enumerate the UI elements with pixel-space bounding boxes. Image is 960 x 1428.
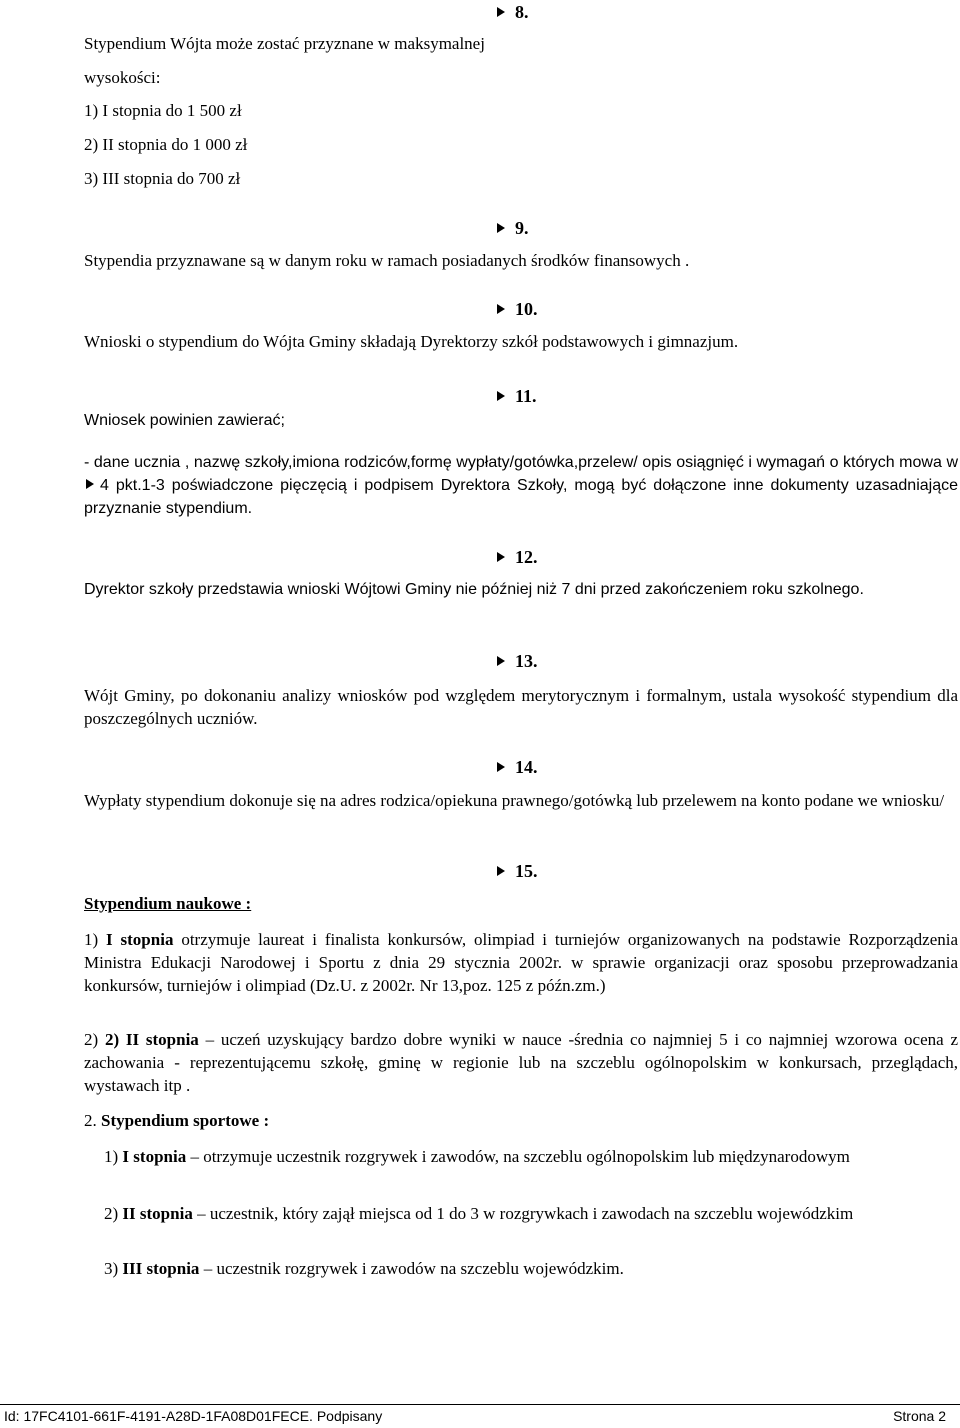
triangle-bullet-icon [497,304,505,314]
section-number-9: 9. [497,218,529,239]
section-number-10: 10. [497,299,538,320]
scholarship-naukowe-heading: Stypendium naukowe : [84,894,252,913]
footer-divider [0,1404,960,1405]
naukowe-item-1: 1) I stopnia otrzymuje laureat i finalista konkursów, olimpiad i turniejów organizowanych na podstawie Rozporządzenia Ministra Edukacji Narodowej i Sportu z dnia 29 stycznia 2002r. w sprawie organizacji oraz sposobu przeprowadzania konkursów, turniejów i olimpiad (Dz.U. z 2002r. Nr 13,poz. 125 z późn.zm.) [84,930,959,995]
triangle-bullet-icon [497,656,505,666]
section-number-15: 15. [497,861,538,882]
sportowe-item-1: 1) I stopnia – otrzymuje uczestnik rozgrywek i zawodów, na szczeblu ogólnopolskim lub międzynarodowym [104,1147,850,1166]
triangle-bullet-icon [497,552,505,562]
sportowe-item-3: 3) III stopnia – uczestnik rozgrywek i zawodów na szczeblu wojewódzkim. [104,1259,624,1278]
triangle-bullet-icon [86,479,94,489]
triangle-bullet-icon [497,762,505,772]
p11-intro: Wniosek powinien zawierać; [84,412,285,429]
p11-body: - dane ucznia , nazwę szkoły,imiona rodziców,formę wypłaty/gotówka,przelew/ opis osiągnięć i wymagań o których mowa w 4 pkt.1-3 poświadczone pięczęcią i podpisem Dyrektora Szkoły, mogą być dołączone inne dokumenty uzasadniające przyznanie stypendium. [84,454,958,517]
p8-item3: 3) III stopnia do 700 zł [84,169,241,188]
triangle-bullet-icon [497,7,505,17]
footer-document-id: Id: 17FC4101-661F-4191-A28D-1FA08D01FECE. Podpisany [4,1408,383,1424]
triangle-bullet-icon [497,866,505,876]
p12-text: Dyrektor szkoły przedstawia wnioski Wójtowi Gminy nie później niż 7 dni przed zakończeniem roku szkolnego. [84,581,864,598]
p8-item1: 1) I stopnia do 1 500 zł [84,101,242,120]
section-number-13: 13. [497,651,538,672]
triangle-bullet-icon [497,223,505,233]
scholarship-sportowe-heading: 2. Stypendium sportowe : [84,1111,270,1130]
section-number-11: 11. [497,386,537,407]
section-number-14: 14. [497,757,538,778]
p10-text: Wnioski o stypendium do Wójta Gminy składają Dyrektorzy szkół podstawowych i gimnazjum. [84,332,739,351]
p9-text: Stypendia przyznawane są w danym roku w ramach posiadanych środków finansowych . [84,251,690,270]
p8-item2: 2) II stopnia do 1 000 zł [84,135,248,154]
p8-line2: wysokości: [84,68,161,87]
section-number-8: 8. [497,2,529,23]
naukowe-item-2: 2) 2) II stopnia – uczeń uzyskujący bardzo dobre wyniki w nauce -średnia co najmniej 5 i co najmniej wzorowa ocena z zachowania - reprezentującemu szkołę, gminę w regionie lub na szczeblu ogólnopolskim w konkursach, przeglądach, wystawach itp . [84,1030,958,1095]
footer-page-number: Strona 2 [893,1408,946,1424]
triangle-bullet-icon [497,391,505,401]
p8-line1: Stypendium Wójta może zostać przyznane w maksymalnej [84,34,485,53]
p13-text: Wójt Gminy, po dokonaniu analizy wniosków pod względem merytorycznym i formalnym, ustala wysokość stypendium dla poszczególnych uczniów. [84,686,958,728]
p14-text: Wypłaty stypendium dokonuje się na adres rodzica/opiekuna prawnego/gotówką lub przelewem na konto podane we wniosku/ [84,791,945,810]
sportowe-item-2: 2) II stopnia – uczestnik, który zajął miejsca od 1 do 3 w rozgrywkach i zawodach na szczeblu wojewódzkim [104,1204,854,1223]
section-number-12: 12. [497,547,538,568]
